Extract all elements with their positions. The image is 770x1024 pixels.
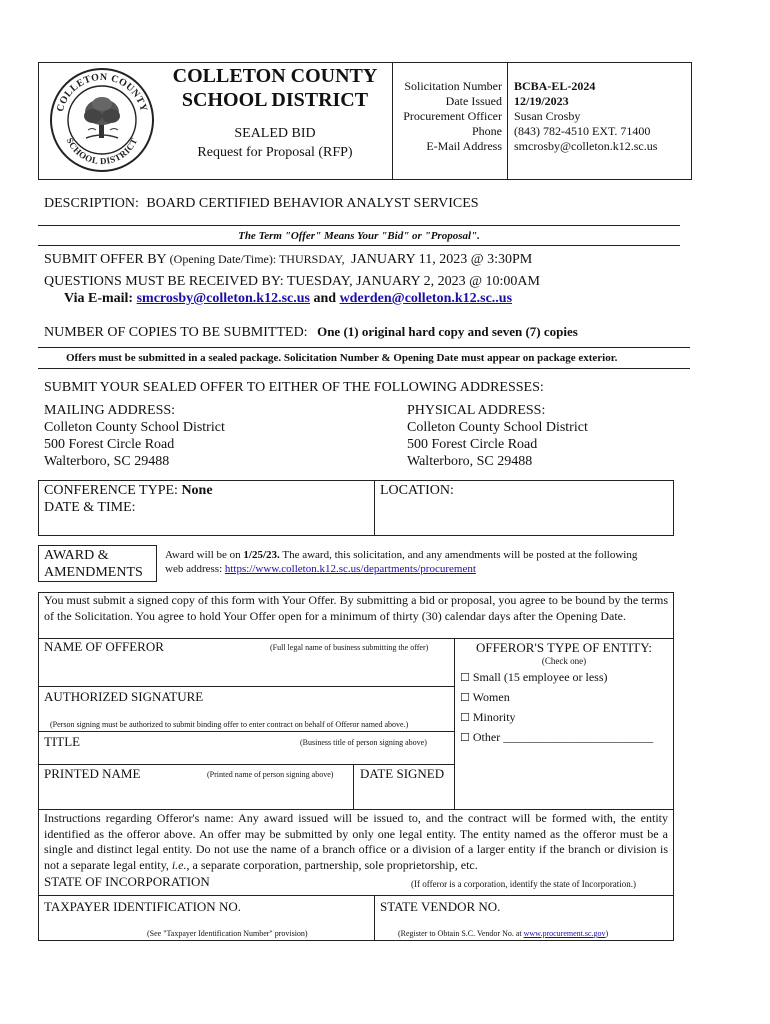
procurement-officer-value: Susan Crosby [514,109,581,123]
conference-type-value: None [181,483,213,498]
location-label: LOCATION: [380,483,454,498]
addresses-heading: SUBMIT YOUR SEALED OFFER TO EITHER OF THE FOLLOWING ADDRESSES: [44,380,544,395]
date-issued-label: Date Issued [445,94,502,108]
title-rule [38,764,454,765]
physical-address-line2: 500 Forest Circle Road [407,437,538,452]
header-field-labels [394,79,502,154]
tin-vendor-divider [374,895,375,941]
instructions-text: Instructions regarding Offeror's name: Any award issued will be issued to, and the contract will be formed with, the entity identified as the offeror above. An offer may be submitted by only one legal entity. The entity named as the offeror must be a single and distinct legal entity. Do not use the name of a branch office or a division of a larger entity if the branch or division is not a separate legal entity, [44,811,668,872]
submit-row [44,252,684,268]
entity-hint: (Check one) [541,656,587,666]
procurement-officer-label: Procurement Officer [403,109,502,123]
email-row [64,291,684,307]
printed-name-field[interactable] [40,782,350,808]
vendor-field[interactable] [377,915,671,927]
vendor-hint-close: ) [605,929,609,938]
mailing-address-line1: Colleton County School District [44,420,225,435]
other-checkbox[interactable]: ☐ [460,732,470,744]
submit-label: SUBMIT OFFER BY [44,252,167,267]
header-fields-divider [507,62,508,180]
entity-option-small-label: Small (15 employee or less) [472,670,608,684]
email-value: smcrosby@colleton.k12.sc.us [514,139,658,153]
conference-divider [374,480,375,536]
small-checkbox[interactable]: ☐ [460,672,470,684]
copies-label: NUMBER OF COPIES TO BE SUBMITTED: [44,325,308,340]
title-label: TITLE [44,734,81,749]
entity-option-other-label: Other _________________________ [472,730,654,744]
seal-bottom-text: SCHOOL DISTRICT [64,136,140,167]
authorized-signature-label: AUTHORIZED SIGNATURE [44,689,204,704]
phone-value: (843) 782-4510 EXT. 71400 [514,124,651,138]
mailing-address [44,402,384,470]
submit-value: JANUARY 11, 2023 @ 3:30PM [351,252,533,267]
authorized-signature-field[interactable] [40,704,452,718]
header-field-values [514,79,690,154]
award-date: 1/25/23. [243,549,280,561]
instructions-text-end: , a separate corporation, partnership, sole proprietorship, etc. [186,857,478,872]
entity-option-other[interactable] [460,730,672,750]
entity-option-minority-label: Minority [472,710,516,724]
printed-rule [38,809,674,810]
title-hint: (Business title of person signing above) [300,738,427,747]
entity-option-women[interactable] [460,690,672,710]
award-label [44,547,156,581]
email-link-2[interactable]: wderden@colleton.k12.sc..us [339,291,513,306]
copies-row [44,324,704,341]
phone-label: Phone [472,124,502,138]
mailing-address-label: MAILING ADDRESS: [44,403,176,418]
state-incorporation-hint: (If offeror is a corporation, identify the state of Incorporation.) [411,879,636,889]
questions-row: QUESTIONS MUST BE RECEIVED BY: TUESDAY, JANUARY 2, 2023 @ 10:00AM [44,274,540,289]
copies-value: One (1) original hard copy and seven (7) copies [317,324,578,339]
notice-rule [38,368,690,369]
award-label-line2: AMENDMENTS [44,565,143,580]
name-of-offeror-hint: (Full legal name of business submitting the offer) [270,643,429,652]
email-label: E-Mail Address [426,139,502,153]
conference-type-label: CONFERENCE TYPE: [44,483,178,498]
award-text-line1 [165,548,675,562]
seal-top-text: COLLETON COUNTY [54,71,150,114]
physical-address-label: PHYSICAL ADDRESS: [407,403,546,418]
rfp-label: Request for Proposal (RFP) [197,145,353,160]
mailing-address-line2: 500 Forest Circle Road [44,437,175,452]
copies-rule [38,347,690,348]
entity-options [460,670,672,750]
description-value: BOARD CERTIFIED BEHAVIOR ANALYST SERVICES [146,196,479,211]
state-rule [38,895,674,896]
physical-address [407,402,687,470]
physical-address-line1: Colleton County School District [407,420,588,435]
bid-type [160,124,390,162]
entity-divider [454,638,455,809]
term-note: The Term "Offer" Means Your "Bid" or "Proposal". [238,230,480,242]
tin-field[interactable] [40,915,372,927]
name-of-offeror-field[interactable] [40,656,452,686]
header-divider [392,62,393,180]
description-label: DESCRIPTION: [44,196,139,211]
name-rule [38,686,454,687]
description-row [44,196,684,212]
submit-sub: (Opening Date/Time): THURSDAY, [169,252,345,266]
via-email-label: Via E-mail: [64,291,134,306]
and-label: and [313,291,337,306]
entity-option-minority[interactable] [460,710,672,730]
procurement-url-link[interactable]: https://www.colleton.k12.sc.us/departments/procurement [224,563,476,575]
award-text [165,548,675,576]
award-text-post: The award, this solicitation, and any amendments will be posted at the following [282,549,638,561]
minority-checkbox[interactable]: ☐ [460,712,470,724]
entity-option-women-label: Women [472,690,510,704]
state-incorporation-label: STATE OF INCORPORATION [44,874,210,889]
conference-type [44,483,364,499]
district-seal [48,66,156,174]
award-label-line1: AWARD & [44,548,109,563]
authorized-signature-hint: (Person signing must be authorized to submit binding offer to enter contract on behalf of Offeror named above.) [50,720,409,729]
physical-address-line3: Walterboro, SC 29488 [407,454,533,469]
signature-rule [38,731,454,732]
date-issued-value: 12/19/2023 [514,94,569,108]
offeror-intro: You must submit a signed copy of this form with Your Offer. By submitting a bid or proposal, you agree to be bound by the terms of the Solicitation. You agree to hold Your Offer open for a minimum of thirty (30) calendar days after the Opening Date. [44,593,668,623]
description-rule [38,225,680,226]
award-web-label: web address: [165,563,223,575]
tree-icon [84,97,120,138]
date-signed-field[interactable] [356,782,452,808]
district-title [160,64,390,112]
printed-name-label: PRINTED NAME [44,766,141,781]
tin-label: TAXPAYER IDENTIFICATION NO. [44,899,241,914]
tin-hint: (See "Taxpayer Identification Number" provision) [147,929,308,938]
title-field[interactable] [40,750,452,764]
printed-date-divider [353,764,354,809]
vendor-hint [398,929,674,939]
conference-datetime-label: DATE & TIME: [44,500,136,515]
instructions-ie: i.e. [171,857,187,872]
district-line2: SCHOOL DISTRICT [181,89,369,111]
email-link-1[interactable]: smcrosby@colleton.k12.sc.us [136,291,310,306]
award-text-pre: Award will be on [165,549,241,561]
entity-title: OFFEROR'S TYPE OF ENTITY: [475,640,653,655]
date-signed-label: DATE SIGNED [360,766,445,781]
procurement-sc-link[interactable]: www.procurement.sc.gov [523,929,606,938]
offeror-instructions [44,811,668,873]
entity-option-small[interactable] [460,670,672,690]
name-of-offeror-label: NAME OF OFFEROR [44,639,164,654]
printed-name-hint: (Printed name of person signing above) [207,770,334,779]
sealed-bid-label: SEALED BID [234,126,316,141]
vendor-label: STATE VENDOR NO. [380,899,501,914]
package-notice: Offers must be submitted in a sealed package. Solicitation Number & Opening Date must appear on package exterior. [66,352,618,364]
term-rule [38,245,680,246]
award-text-line2 [165,562,675,576]
district-line1: COLLETON COUNTY [172,65,378,87]
women-checkbox[interactable]: ☐ [460,692,470,704]
solicitation-number-value: BCBA-EL-2024 [514,79,596,93]
solicitation-number-label: Solicitation Number [404,79,502,93]
vendor-hint-text: (Register to Obtain S.C. Vendor No. at [398,929,522,938]
mailing-address-line3: Walterboro, SC 29488 [44,454,170,469]
